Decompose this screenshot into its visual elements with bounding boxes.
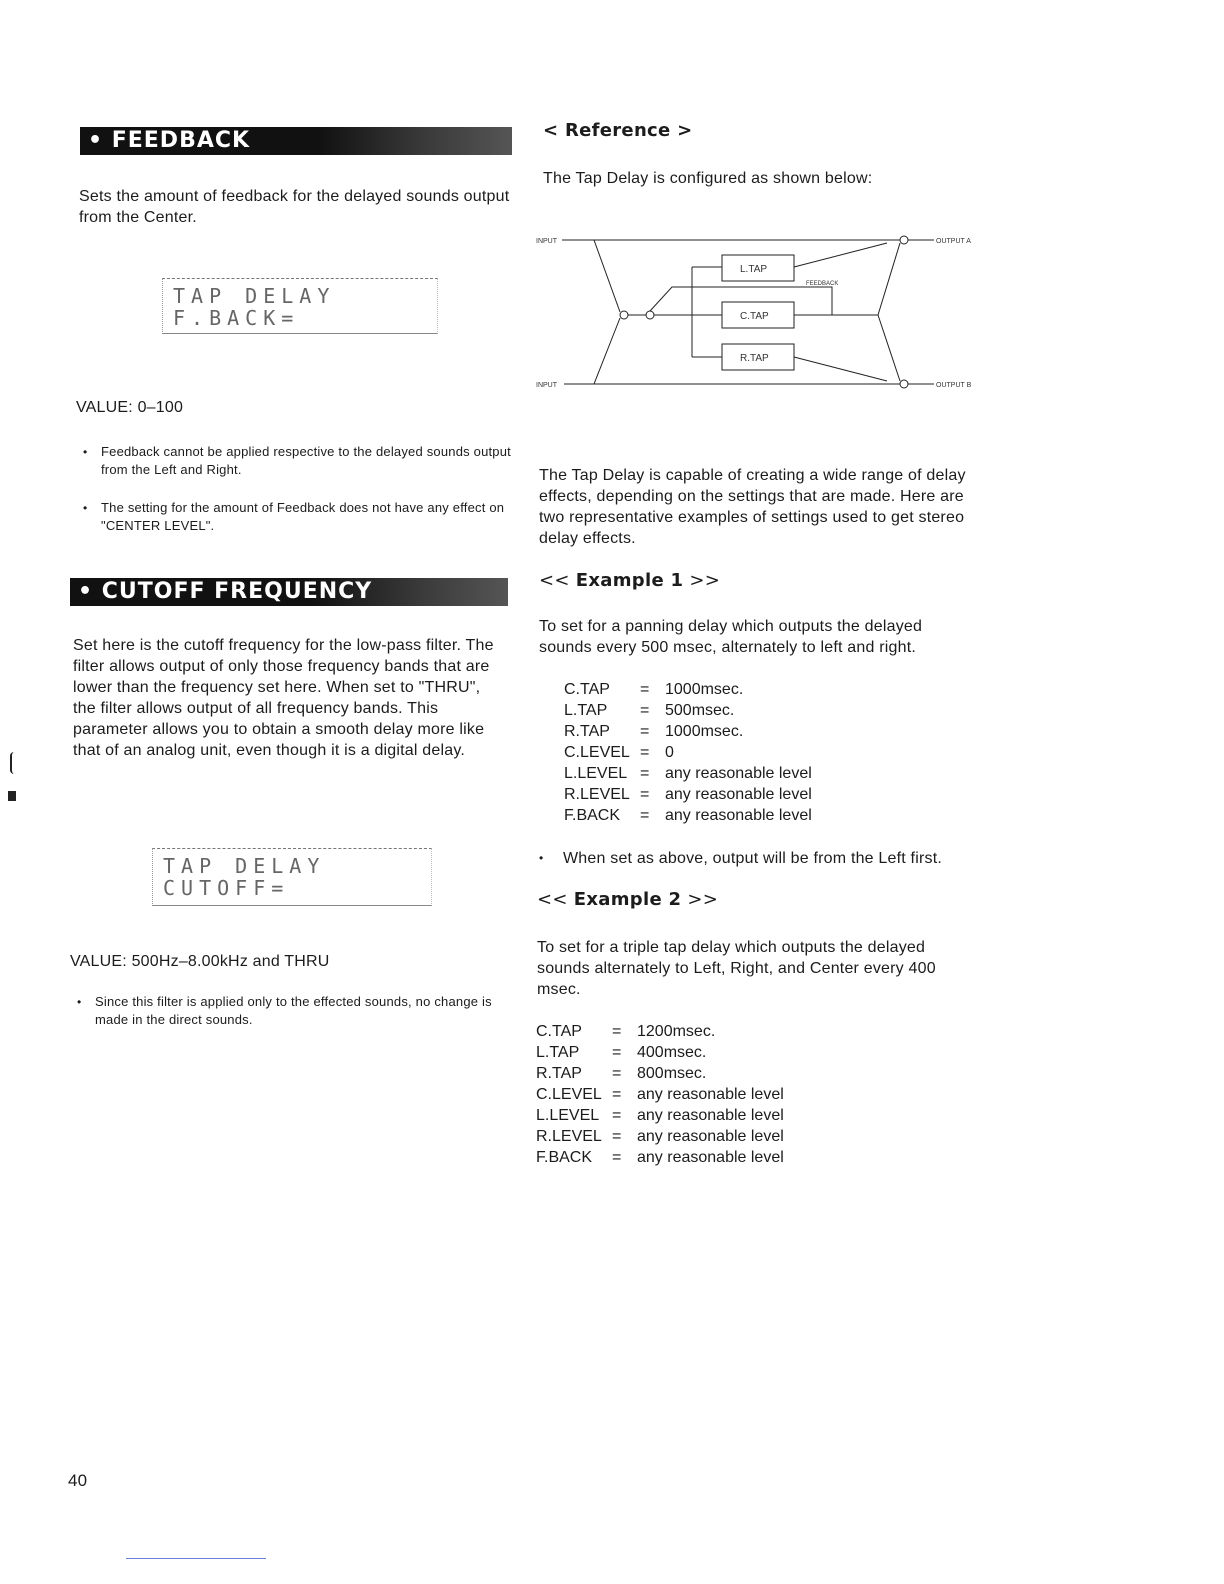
setting-equals: =: [640, 723, 650, 740]
setting-key: R.LEVEL: [536, 1128, 602, 1145]
setting-equals: =: [640, 807, 650, 824]
cutoff-note-1: [77, 993, 507, 1029]
feedback-value-range: VALUE: 0–100: [76, 399, 184, 416]
setting-value: any reasonable level: [665, 807, 812, 824]
settings-row: [536, 1063, 784, 1084]
settings-row: [536, 1021, 784, 1042]
binding-mark: [10, 752, 18, 774]
lcd-line-2: F.BACK=: [173, 306, 300, 330]
bottom-rule: [126, 1558, 266, 1559]
setting-key: R.LEVEL: [564, 786, 630, 803]
setting-key: L.TAP: [564, 702, 608, 719]
setting-equals: =: [612, 1149, 622, 1166]
settings-row: [536, 1147, 784, 1168]
setting-value: any reasonable level: [637, 1107, 784, 1124]
setting-key: L.LEVEL: [536, 1107, 600, 1124]
setting-equals: =: [612, 1023, 622, 1040]
setting-key: C.TAP: [564, 681, 610, 698]
cutoff-description: Set here is the cutoff frequency for the low-pass filter. The filter allows output of only those frequency bands that are lower than the frequency set here. When set to "THRU", the filter allows output of all frequency bands. This parameter allows you to obtain a smooth delay more like that of an analog unit, even though it is a digital delay.: [73, 637, 494, 759]
heading-text: Example 1: [575, 570, 684, 591]
note-text: When set as above, output will be from the Left first.: [563, 850, 942, 867]
setting-equals: =: [612, 1107, 622, 1124]
settings-row: [536, 1105, 784, 1126]
cutoff-banner: • CUTOFF FREQUENCY: [70, 578, 508, 606]
reference-heading: < Reference >: [543, 120, 693, 141]
setting-key: F.BACK: [564, 807, 621, 824]
setting-equals: =: [640, 744, 650, 761]
setting-equals: =: [640, 681, 650, 698]
feedback-lcd-display: [162, 278, 438, 334]
settings-row: [536, 1084, 784, 1105]
heading-close-marker: >>: [683, 570, 721, 591]
page-number: 40: [68, 1471, 88, 1490]
setting-value: 800msec.: [637, 1065, 707, 1082]
bullet-icon: •: [83, 445, 88, 459]
lcd-line-1: TAP DELAY: [173, 284, 336, 308]
setting-value: any reasonable level: [637, 1128, 784, 1145]
diagram-output-b-label: OUTPUT B: [936, 382, 972, 389]
setting-value: 1000msec.: [665, 681, 744, 698]
cutoff-lcd-display: [152, 848, 432, 906]
bullet-icon: •: [77, 995, 82, 1009]
setting-value: any reasonable level: [665, 765, 812, 782]
setting-key: C.LEVEL: [564, 744, 630, 761]
feedback-banner: • FEEDBACK: [80, 127, 512, 155]
note-text: Feedback cannot be applied respective to the delayed sounds output from the Left and Right.: [101, 444, 511, 477]
setting-equals: =: [640, 786, 650, 803]
setting-key: F.BACK: [536, 1149, 593, 1166]
diagram-input-top-label: INPUT: [536, 238, 557, 245]
lcd-line-2: CUTOFF=: [163, 876, 290, 900]
tap-delay-diagram: [532, 225, 984, 395]
example-2-text: To set for a triple tap delay which outputs the delayed sounds alternately to Left, Right, and Center every 400 msec.: [537, 939, 936, 998]
setting-equals: =: [612, 1086, 622, 1103]
setting-key: C.TAP: [536, 1023, 582, 1040]
settings-row: [564, 763, 812, 784]
settings-row: [564, 721, 812, 742]
diagram-ctap-label: C.TAP: [740, 311, 769, 322]
settings-row: [564, 700, 812, 721]
settings-row: [564, 784, 812, 805]
setting-equals: =: [612, 1044, 622, 1061]
reference-text: The Tap Delay is configured as shown below:: [543, 170, 873, 187]
feedback-note-2: [83, 499, 511, 535]
diagram-feedback-label: FEEDBACK: [806, 281, 839, 287]
setting-value: 1000msec.: [665, 723, 744, 740]
bullet-icon: •: [83, 501, 88, 515]
diagram-input-bottom-label: INPUT: [536, 382, 557, 389]
example-1-heading: [539, 570, 720, 591]
setting-value: any reasonable level: [665, 786, 812, 803]
setting-key: L.TAP: [536, 1044, 580, 1061]
settings-row: [564, 679, 812, 700]
setting-key: L.LEVEL: [564, 765, 628, 782]
setting-key: C.LEVEL: [536, 1086, 602, 1103]
cutoff-value-range: VALUE: 500Hz–8.00kHz and THRU: [70, 953, 330, 970]
setting-value: 400msec.: [637, 1044, 707, 1061]
example-1-settings-table: [564, 679, 812, 826]
setting-equals: =: [612, 1065, 622, 1082]
tap-delay-intro: The Tap Delay is capable of creating a wide range of delay effects, depending on the settings that are made. Here are two representative examples of settings used to get stereo delay effects.: [539, 467, 966, 547]
diagram-output-a-label: OUTPUT A: [936, 238, 971, 245]
settings-row: [536, 1042, 784, 1063]
note-text: The setting for the amount of Feedback does not have any effect on "CENTER LEVEL".: [101, 500, 505, 533]
feedback-description: Sets the amount of feedback for the delayed sounds output from the Center.: [79, 188, 510, 226]
setting-value: any reasonable level: [637, 1086, 784, 1103]
setting-key: R.TAP: [564, 723, 610, 740]
heading-open-marker: <<: [539, 570, 576, 591]
settings-row: [564, 805, 812, 826]
note-text: Since this filter is applied only to the effected sounds, no change is made in the direct sounds.: [95, 994, 492, 1027]
example-1-text: To set for a panning delay which outputs the delayed sounds every 500 msec, alternately to left and right.: [539, 618, 923, 656]
bullet-icon: •: [539, 851, 544, 865]
binding-mark: [8, 791, 16, 801]
setting-value: 0: [665, 744, 674, 761]
heading-close-marker: >>: [681, 889, 719, 910]
example-2-heading: [537, 889, 718, 910]
setting-value: any reasonable level: [637, 1149, 784, 1166]
setting-equals: =: [640, 765, 650, 782]
feedback-note-1: [83, 443, 511, 479]
heading-open-marker: <<: [537, 889, 574, 910]
diagram-rtap-label: R.TAP: [740, 353, 769, 364]
heading-text: Example 2: [573, 889, 682, 910]
settings-row: [564, 742, 812, 763]
example-1-note: [539, 848, 983, 869]
setting-equals: =: [640, 702, 650, 719]
diagram-ltap-label: L.TAP: [740, 264, 768, 275]
example-2-settings-table: [536, 1021, 784, 1168]
setting-value: 500msec.: [665, 702, 735, 719]
setting-equals: =: [612, 1128, 622, 1145]
setting-key: R.TAP: [536, 1065, 582, 1082]
lcd-line-1: TAP DELAY: [163, 854, 326, 878]
settings-row: [536, 1126, 784, 1147]
setting-value: 1200msec.: [637, 1023, 716, 1040]
